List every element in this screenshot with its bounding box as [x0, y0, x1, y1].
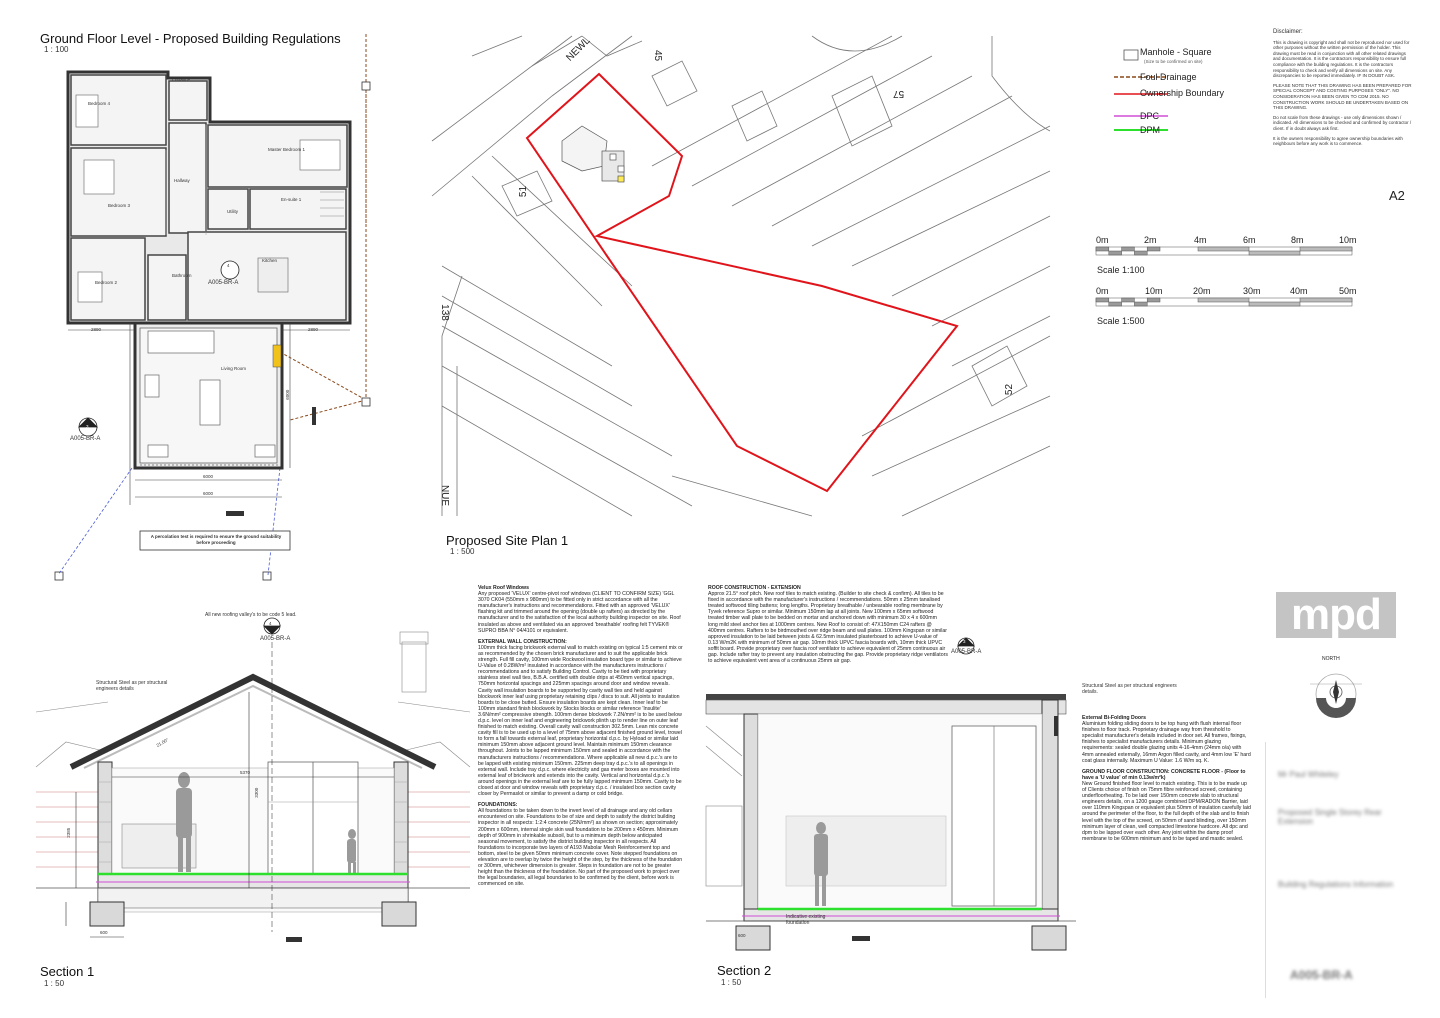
- section1-note-steel: Structural Steel as per structural engineers details: [96, 680, 168, 693]
- section1-title: Section 1: [40, 964, 95, 979]
- notes1-velux: Any proposed 'VELUX' centre-pivot roof windows (CLIENT TO CONFIRM SIZE) 'GGL 3070 CK04 (550mm x 980mm) to be fitted only in strict accordance with all the manufacturer's instructions and recommendations. Fitted with an approved 'VELUX' flashing kit and trimmed around the opening (double up rafters) as directed by the manufacturer and to the satisfaction of the local authority building inspector on site. Roof insulated as above and ventilated via an approved 'breathable' roofing felt TYVEK® SUPRO BBA N° 04/4101 or equivalent.: [478, 591, 681, 634]
- section1-note-valleys: All new roofing valley's to be code 5 lead.: [205, 612, 297, 618]
- notes2-bifold-heading: External Bi-Folding Doors: [1082, 715, 1146, 721]
- notes2-floor: New Ground finished floor level to match existing. This is to be made up of Clients choice of finish on 75mm fibre reinforced screed, containing underfloorheating. To be laid over 150mm concrete slab to structural engineers details, on a 1200 gauge combined DPM/RADON Barrier, laid over 110mm Kingspan or equivalent plus 50mm of insulation carefully laid around the perimeter of the floor, to the full depth of the slab and to finish level with the top of the screed, on 50mm of sand blinding, over 150mm minimum layer of clean, well compacted limestone hardcore. All dpc and dpm to be lapped over each other. Any joint within the damp proof membrane to be 600mm minimum and to be taped and mastic sealed.: [1082, 780, 1251, 842]
- extension-walls: [135, 323, 282, 468]
- notes2-floor-heading: GROUND FLOOR CONSTRUCTION: CONCRETE FLOOR - (Floor to have a 'U value' of min 0.13w/m²k): [1082, 768, 1246, 781]
- scale1-label-2: 4m: [1194, 235, 1207, 245]
- percolation-note: A percolation test is required to ensure the ground suitability before proceeding: [150, 534, 282, 545]
- north-label: NORTH: [1322, 656, 1340, 662]
- scale1-caption: Scale 1:100: [1097, 265, 1145, 275]
- scale2-label-1: 10m: [1145, 286, 1163, 296]
- north-compass-icon: [1296, 662, 1380, 732]
- notes2-steel: Structural Steel as per structural engineers details.: [1082, 683, 1177, 696]
- scale2-label-5: 50m: [1339, 286, 1357, 296]
- scale2-label-0: 0m: [1096, 286, 1109, 296]
- section1-dim-left: 2385: [66, 827, 72, 838]
- dim-2890-right: 2890: [308, 327, 319, 332]
- section-marker-3-num: 3: [86, 424, 89, 429]
- section1-marker-num: 4: [269, 621, 272, 626]
- legend-ownership: Ownership Boundary: [1140, 88, 1225, 98]
- notes1-velux-heading: Velux Roof Windows: [478, 585, 529, 591]
- section1-dim-height: 3300: [254, 787, 260, 798]
- site-label-nue: NUE: [439, 484, 451, 507]
- sheet-size: A2: [1389, 188, 1405, 203]
- scale2-label-2: 20m: [1193, 286, 1211, 296]
- notes1-ext-heading: EXTERNAL WALL CONSTRUCTION:: [478, 638, 567, 645]
- section1-scale: 1 : 50: [44, 979, 65, 988]
- section1-dim-foot: 600: [100, 930, 108, 935]
- section1-dim-width: 5370: [240, 770, 251, 775]
- ground-floor-title: Ground Floor Level - Proposed Building Regulations: [40, 31, 341, 46]
- disclaimer-p3: Do not scale from these drawings - use only dimensions shown / indicated. All dimensions to be checked and confirmed by contractor / client. If in doubt always ask first.: [1273, 114, 1412, 131]
- section-1-drawing: [36, 612, 470, 958]
- notes1-found-heading: FOUNDATIONS:: [478, 802, 518, 809]
- room-label-hallway: Hallway: [174, 178, 190, 183]
- manhole-icon: [1124, 50, 1138, 60]
- site-label-57: 57: [893, 88, 905, 99]
- legend-dpc: DPC: [1140, 111, 1160, 121]
- section-2-drawing: [706, 636, 1076, 956]
- room-label-master: Master Bedroom 1: [268, 147, 306, 152]
- room-label-bedroom3: Bedroom 3: [108, 203, 131, 208]
- scale1-label-5: 10m: [1339, 235, 1357, 245]
- scale2-caption: Scale 1:500: [1097, 316, 1145, 326]
- disclaimer-p1: This is drawing is copyright and shall not be reproduced nor used for other purposes without the written permission of the holder. This drawing must be read in conjunction with all other related drawings and documentation. It is the contractors responsibility to ensure full compliance with the building regulations. It is the contractors responsibility to check and verify all dimensions on site. Any discrepancies to be reported immediately. IF IN DOUBT ASK.: [1273, 39, 1410, 79]
- title-block: [1265, 742, 1412, 998]
- section1-dim-pitch: 21.00°: [155, 737, 170, 748]
- room-label-bathroom: Bathroom: [172, 273, 192, 278]
- title-block-project: Proposed Single Storey Rear Extension: [1278, 808, 1382, 826]
- room-label-utility: Utility: [227, 209, 238, 214]
- section-marker-4-num: 4: [227, 263, 230, 268]
- dim-6000-side: 6000: [285, 389, 291, 400]
- room-label-bedroom4: Bedroom 4: [88, 101, 111, 106]
- site-label-52: 52: [1004, 383, 1016, 396]
- scale2-label-3: 30m: [1243, 286, 1261, 296]
- section2-marker-ref: A005-BR-A: [951, 649, 982, 655]
- disclaimer-title: Disclaimer:: [1273, 29, 1303, 35]
- site-plan: [432, 36, 1050, 516]
- surface-water-run: [58, 468, 280, 575]
- scale1-label-1: 2m: [1144, 235, 1157, 245]
- dim-6000-b: 6000: [203, 491, 214, 496]
- section2-foundation-note: Indicative existing foundation: [786, 914, 826, 927]
- site-label-newl: NEWL: [564, 35, 593, 64]
- notes2-roof-heading: ROOF CONSTRUCTION - EXTENSION: [708, 585, 801, 591]
- section1-marker-ref: A005-BR-A: [260, 636, 291, 642]
- section-marker-4-ref: A005-BR-A: [208, 280, 239, 286]
- section2-marker-num: 3: [963, 639, 966, 644]
- section-marker-3-ref: A005-BR-A: [70, 436, 101, 442]
- legend-foul: Foul Drainage: [1140, 72, 1197, 82]
- disclaimer: [1273, 30, 1413, 180]
- site-plan-title: Proposed Site Plan 1: [446, 533, 569, 548]
- notes2-roof: Approx 21.5° roof pitch. New roof tiles to match existing. (Builder to site check & confirm). All tiles to be fixed in accordance with the manufacturer's instructions / recommendations. 50mm x 25mm tanalised treated softwood tiling battens; long lengths. Proprietary breathable / unbearable roofing membrane by Tyvek reference Supro or similar. Minimum 150mm lap at all joints. New 100mm x 65mm softwood treated timber wall plate to be bedded on mortar and anchored down with minimum 30 x 4 x 600mm long mild steel anchor ties at 1000mm centres. New Roof to consist of: 47X150mm C24 rafters @ 400mm centres. Rafters to be birdmouthed over ridge beam and wall plates. 100mm Kingspan or similar approved insulation to be laid between joists & 62.5mm insulated plasterboard to achieve U-value of 0.13 W/m2K with minimum of 50mm air gap. 10mm thick UPVC fascia boards with, 10mm thick UPVC soffit board. Provide proprietary over fascia roof ventilator to achieve equivalent of 25mm continuous air gap. Include rafter tray to prevent any insulation obstructing the gap. Provide proprietary ridge ventilators to achieve equivalent vent area of a continuous 25mm air gap.: [708, 591, 948, 665]
- scale2-label-4: 40m: [1290, 286, 1308, 296]
- title-block-client: Mr Paul Whiteley: [1278, 770, 1339, 779]
- scale1-label-3: 6m: [1243, 235, 1256, 245]
- room-label-ensuite: En-suite 1: [281, 197, 302, 202]
- room-label-bedroom2: Bedroom 2: [95, 280, 118, 285]
- site-label-51: 51: [518, 185, 530, 198]
- room-label-living: Living Room: [221, 366, 247, 371]
- room-label-kitchen: Kitchen: [262, 258, 278, 263]
- legend-manhole: Manhole - Square: [1140, 47, 1212, 57]
- title-block-drawing-no: A005-BR-A: [1290, 968, 1353, 982]
- legend-manhole-sub: (Size to be confirmed on site): [1144, 59, 1203, 64]
- notes1-found: All foundations to be taken down to the invert level of all drainage and any old cellars encountered on site. Foundations to be of size and depth to satisfy the district building inspector in all respects: 1:2:4 concrete (25N/mm²) as shown on section; approximately 200mm x 600mm, internal single skin wall foundation to be 200mm x 450mm. Minimum depth of 900mm in shrinkable subsoil, but to a minimum depth below anticipated seasonal movement, to satisfy the district building inspector in all respects. All foundations to incorporate two layers of A193 Mabolar Mesh Reinforcement top and bottom, steel to be given 50mm minimum concrete cover. Note stepped foundations on elevation are to overlap by twice the height of the step, by the thickness of the foundation or 300mm, whichever dimension is greater. Steps in foundation are not to be greater height than the thickness of the foundation. No part of the proposed work to project over the legal boundaries, all legal boundaries to be confirmed by the client, before work is commenced on site.: [478, 808, 683, 888]
- scale1-label-0: 0m: [1096, 235, 1109, 245]
- site-plan-scale: 1 : 500: [450, 547, 475, 556]
- site-label-138: 138: [438, 304, 450, 321]
- disclaimer-p4: It is the owners responsibility to agree ownership boundaries with neighbours before any work is to commence.: [1273, 135, 1403, 147]
- dim-2890-left: 2890: [91, 327, 102, 332]
- mpd-logo: mpd: [1276, 592, 1396, 638]
- notes2-bifold: Aluminium folding sliding doors to be top hung with flush internal floor finishes to floor track. Proprietary drainage way from threshold to specialist manufacturer's details included in door set. All frames, fixings, finishes to specialist manufacturers details. Minimum glazing requirements: sealed double glazing units 4-16-4mm (24mm o/a) with 4mm annealed externally, 16mm Argon filled cavity, and 4mm low 'E' hard coat glass internally. Maximum U Value: 1.6 W/m sq. K.: [1082, 721, 1251, 764]
- disclaimer-p2: PLEASE NOTE THAT THIS DRAWING HAS BEEN PREPARED FOR SPECIAL CONCEPT AND COSTING PURPOSES "ONLY". NO CONSIDERATION HAS BEEN GIVEN TO CDM 2015. NO CONSTRUCTION WORK SHOULD BE UNDERTAKEN BASED ON THIS DRAWING.: [1273, 82, 1412, 111]
- legend-dpm: DPM: [1140, 125, 1160, 135]
- notes-column-1: [478, 585, 684, 985]
- notes-column-2-doors-floor: [1082, 715, 1252, 875]
- section2-title: Section 2: [717, 963, 772, 978]
- ground-floor-scale: 1 : 100: [44, 45, 69, 54]
- scale1-label-4: 8m: [1291, 235, 1304, 245]
- dim-6000-a: 6000: [203, 474, 214, 479]
- site-label-45: 45: [652, 49, 664, 62]
- section2-scale: 1 : 50: [721, 978, 742, 987]
- room-label-entrance: Entrance: [172, 77, 191, 82]
- scale-bars: [1094, 245, 1364, 315]
- section-marker-4: [221, 261, 239, 279]
- notes1-ext: 100mm thick facing brickwork external wall to match existing on typical 1:5 cement mix or as recommended by the chosen brick manufacturer and to suit the applicable brick strength. Full fill cavity, 100mm wide Rockwool insulation board type or similar to achieve U-Value of 0.28W/m² insulated in accordance with the manufacturers instructions / recommendations and to satisfy Building Control. Cavity to be tied with proprietary stainless steel wall ties, B.B.A. certified with double drips at 450mm vertical spacings, 750mm horizontal spacings and 225mm spacings around door and window reveals. Cavity wall insulation boards to be supported by cavity wall ties and held against blockwork inner leaf using proprietary retaining clips / discs to suit. All joints to insulation boards to be close butted. Ensure insulation boards are kept clean. Inner leaf to be 100mm standard finish blockwork by Stocks blocks or similar reference 'Insulite' 3.6N/mm² compressive strength. 100mm dense blockwork 7.2N/mm² is to be used below d.p.c. level on inner leaf and engineering brickwork plinth up to render line on outer leaf finished to match existing. Overall cavity wall construction 302.5mm. Lean mix concrete cavity fill is to be used up to a level of 75mm above adjacent finished ground level, trowel to form a fall towards external leaf, proprietary horizontal d.p.c. by Hyload or similar laid minimum 150mm above adjacent ground level. Maintain minimum 150mm clearance throughout. Joints to be lapped minimum 150mm and sealed in accordance with the manufacturers instructions / recommendations. Where applicable all new d.p.c.'s are to be lapped with existing minimum 150mm. 225mm deep tray d.p.c.'s to all openings in external wall. Include tray d.p.c. where electricity and gas meter boxes are mounted into external leaf of brickwork and extends into the cavity. Vertical and horizontal d.p.c.'s around openings in the external leaf are to be fully lapped minimum 150mm. Cavity to be closed at door and window reveals with proprietary d.p.c. / insulated box section cavity closer by Permaslot or similar to prevent a damp or cold bridge.: [478, 644, 683, 798]
- ground-floor-plan: [0, 0, 430, 600]
- section2-dim-foot: 600: [738, 933, 746, 938]
- title-block-sheet: Building Regulations Information: [1278, 880, 1394, 889]
